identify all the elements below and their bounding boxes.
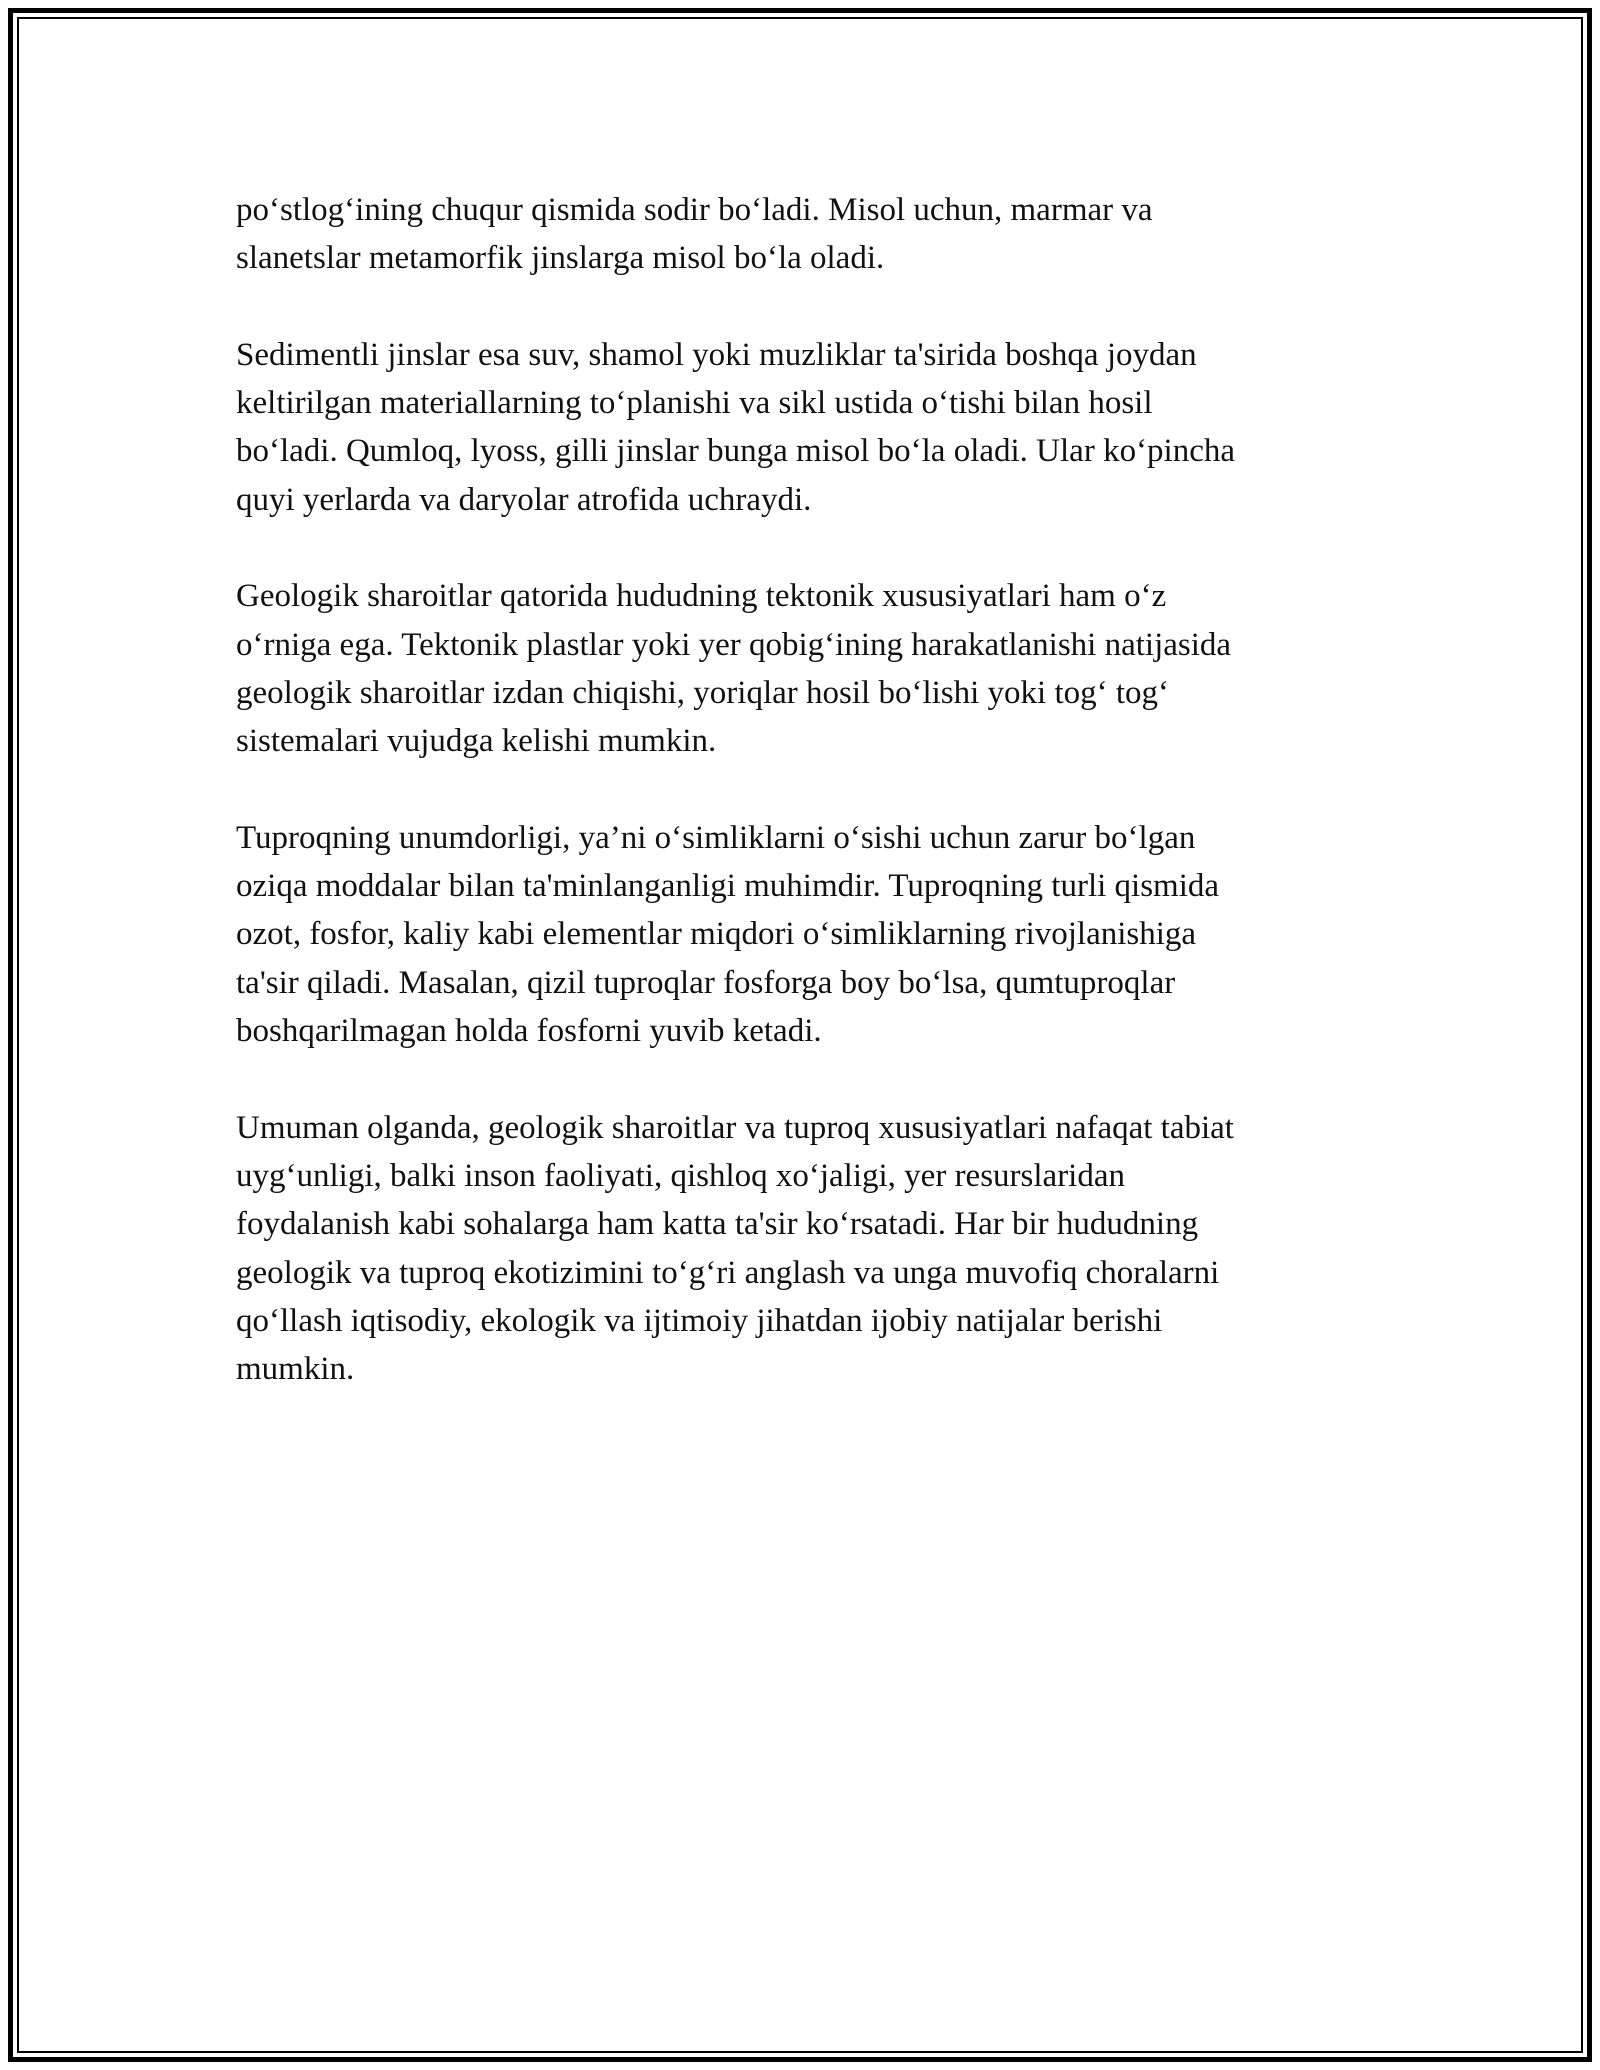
document-body (236, 186, 1366, 1442)
paragraph-sedimentary-rocks: Sedimentli jinslar esa suv, shamol yoki muzliklar ta'sirida boshqa joydan keltirilgan materiallarning to‘planishi va sikl ustida o‘tishi bilan hosil bo‘ladi. Qumloq, lyoss, gilli jinslar bunga misol bo‘la oladi. Ular ko‘pincha quyi yerlarda va daryolar atrofida uchraydi. (236, 336, 1236, 518)
paragraph-metamorphic-examples: po‘stlog‘ining chuqur qismida sodir bo‘ladi. Misol uchun, marmar va slanetslar metamorfik jinslarga misol bo‘la oladi. (236, 192, 1153, 277)
paragraph-conclusion: Umuman olganda, geologik sharoitlar va tuproq xususiyatlari nafaqat tabiat uyg‘unligi, balki inson faoliyati, qishloq xo‘jaligi, yer resurslaridan foydalanish kabi sohalarga ham katta ta'sir ko‘rsatadi. Har bir hududning geologik va tuproq ekotizimini to‘g‘ri anglash va unga muvofiq choralarni qo‘llash iqtisodiy, ekologik va ijtimoiy jihatdan ijobiy natijalar berishi mumkin. (236, 1109, 1234, 1388)
paragraph-soil-fertility: Tuproqning unumdorligi, ya’ni o‘simliklarni o‘sishi uchun zarur bo‘lgan oziqa moddalar bilan ta'minlanganligi muhimdir. Tuproqning turli qismida ozot, fosfor, kaliy kabi elementlar miqdori o‘simliklarning rivojlanishiga ta'sir qiladi. Masalan, qizil tuproqlar fosforga boy bo‘lsa, qumtuproqlar boshqarilmagan holda fosforni yuvib ketadi. (236, 819, 1220, 1050)
paragraph-tectonic-features: Geologik sharoitlar qatorida hududning tektonik xususiyatlari ham o‘z o‘rniga ega. Tektonik plastlar yoki yer qobig‘ining harakatlanishi natijasida geologik sharoitlar izdan chiqishi, yoriqlar hosil bo‘lishi yoki tog‘ tog‘ sistemalari vujudga kelishi mumkin. (236, 578, 1232, 760)
